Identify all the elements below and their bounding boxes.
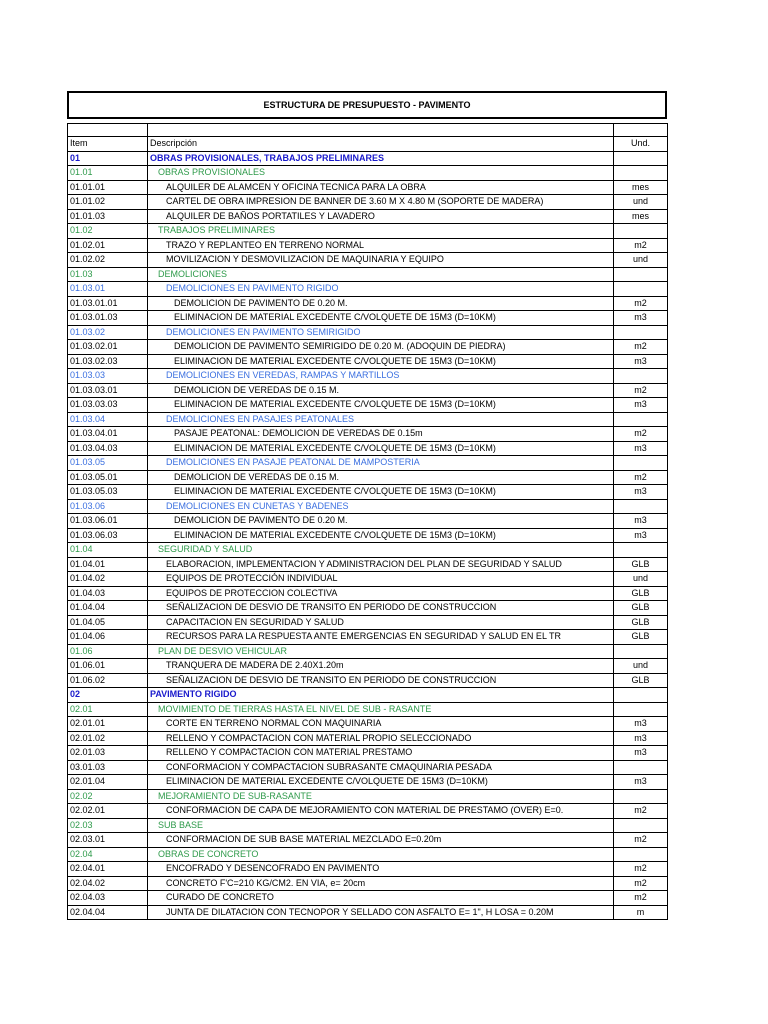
unit-cell xyxy=(614,818,668,833)
sheet-title-box xyxy=(67,91,667,119)
item-cell: 02.01.03 xyxy=(68,746,148,761)
table-row xyxy=(68,673,668,688)
description-cell: DEMOLICION DE VEREDAS DE 0.15 M. xyxy=(148,383,614,398)
item-cell: 01 xyxy=(68,151,148,166)
unit-cell: m3 xyxy=(614,746,668,761)
item-cell: 02.03 xyxy=(68,818,148,833)
blank-cell xyxy=(148,124,614,137)
unit-cell: mes xyxy=(614,180,668,195)
unit-cell xyxy=(614,760,668,775)
item-cell: 01.04.03 xyxy=(68,586,148,601)
unit-cell xyxy=(614,369,668,384)
header-row xyxy=(68,137,668,152)
item-cell: 02.01 xyxy=(68,702,148,717)
item-cell: 01.03.03 xyxy=(68,369,148,384)
description-cell: RELLENO Y COMPACTACION CON MATERIAL PROPIO SELECCIONADO xyxy=(148,731,614,746)
table-row xyxy=(68,369,668,384)
table-row xyxy=(68,253,668,268)
item-cell: 01.02.02 xyxy=(68,253,148,268)
description-cell: DEMOLICIONES EN VEREDAS, RAMPAS Y MARTILLOS xyxy=(148,369,614,384)
description-cell: SEÑALIZACION DE DESVIO DE TRANSITO EN PERIODO DE CONSTRUCCION xyxy=(148,601,614,616)
item-cell: 01.03.02.03 xyxy=(68,354,148,369)
unit-cell: und xyxy=(614,253,668,268)
item-cell: 01.03.06 xyxy=(68,499,148,514)
item-cell: 02.04.01 xyxy=(68,862,148,877)
description-cell: CONFORMACION DE SUB BASE MATERIAL MEZCLADO E=0.20m xyxy=(148,833,614,848)
table-row xyxy=(68,731,668,746)
unit-cell xyxy=(614,267,668,282)
table-row xyxy=(68,528,668,543)
description-cell: ELIMINACION DE MATERIAL EXCEDENTE C/VOLQUETE DE 15M3 (D=10KM) xyxy=(148,354,614,369)
description-cell: CONFORMACION Y COMPACTACION SUBRASANTE CMAQUINARIA PESADA xyxy=(148,760,614,775)
description-cell: ELIMINACION DE MATERIAL EXCEDENTE C/VOLQUETE DE 15M3 (D=10KM) xyxy=(148,311,614,326)
table-row xyxy=(68,325,668,340)
table-row xyxy=(68,499,668,514)
description-cell: TRAZO Y REPLANTEO EN TERRENO NORMAL xyxy=(148,238,614,253)
item-cell: 01.06 xyxy=(68,644,148,659)
unit-cell: m2 xyxy=(614,427,668,442)
unit-cell: m3 xyxy=(614,485,668,500)
table-row xyxy=(68,311,668,326)
item-cell: 01.03.06.03 xyxy=(68,528,148,543)
description-cell: DEMOLICIONES EN PAVIMENTO SEMIRIGIDO xyxy=(148,325,614,340)
unit-cell xyxy=(614,688,668,703)
item-cell: 01.03.05 xyxy=(68,456,148,471)
table-row xyxy=(68,209,668,224)
description-cell: DEMOLICIONES EN PAVIMENTO RIGIDO xyxy=(148,282,614,297)
item-cell: 01.03.04.01 xyxy=(68,427,148,442)
table-row xyxy=(68,282,668,297)
header-description: Descripción xyxy=(148,137,614,152)
table-row xyxy=(68,644,668,659)
unit-cell xyxy=(614,499,668,514)
unit-cell: und xyxy=(614,572,668,587)
item-cell: 02.01.04 xyxy=(68,775,148,790)
table-row xyxy=(68,862,668,877)
item-cell: 01.04.05 xyxy=(68,615,148,630)
description-cell: DEMOLICION DE PAVIMENTO SEMIRIGIDO DE 0.20 M. (ADOQUIN DE PIEDRA) xyxy=(148,340,614,355)
table-row xyxy=(68,789,668,804)
table-row xyxy=(68,818,668,833)
budget-table-body xyxy=(68,124,668,920)
unit-cell: m2 xyxy=(614,470,668,485)
item-cell: 01.01.02 xyxy=(68,195,148,210)
description-cell: TRANQUERA DE MADERA DE 2.40X1.20m xyxy=(148,659,614,674)
unit-cell xyxy=(614,325,668,340)
item-cell: 01.03.01.01 xyxy=(68,296,148,311)
budget-table xyxy=(67,123,668,920)
table-row xyxy=(68,847,668,862)
unit-cell xyxy=(614,282,668,297)
unit-cell: m2 xyxy=(614,891,668,906)
unit-cell xyxy=(614,789,668,804)
table-row xyxy=(68,224,668,239)
item-cell: 01.04.01 xyxy=(68,557,148,572)
unit-cell: m2 xyxy=(614,862,668,877)
table-row xyxy=(68,659,668,674)
table-row xyxy=(68,456,668,471)
item-cell: 02.02.01 xyxy=(68,804,148,819)
description-cell: RECURSOS PARA LA RESPUESTA ANTE EMERGENCIAS EN SEGURIDAD Y SALUD EN EL TR xyxy=(148,630,614,645)
description-cell: ALQUILER DE BAÑOS PORTATILES Y LAVADERO xyxy=(148,209,614,224)
description-cell: ENCOFRADO Y DESENCOFRADO EN PAVIMENTO xyxy=(148,862,614,877)
description-cell: ELABORACION, IMPLEMENTACION Y ADMINISTRACION DEL PLAN DE SEGURIDAD Y SALUD xyxy=(148,557,614,572)
table-row xyxy=(68,891,668,906)
item-cell: 01.03.05.03 xyxy=(68,485,148,500)
unit-cell xyxy=(614,543,668,558)
unit-cell: und xyxy=(614,195,668,210)
item-cell: 01.03.03.01 xyxy=(68,383,148,398)
unit-cell: m3 xyxy=(614,398,668,413)
item-cell: 02.02 xyxy=(68,789,148,804)
blank-row xyxy=(68,124,668,137)
description-cell: OBRAS PROVISIONALES xyxy=(148,166,614,181)
table-row xyxy=(68,441,668,456)
table-row xyxy=(68,296,668,311)
table-row xyxy=(68,543,668,558)
unit-cell xyxy=(614,702,668,717)
unit-cell: GLB xyxy=(614,601,668,616)
item-cell: 01.06.02 xyxy=(68,673,148,688)
item-cell: 02.04.02 xyxy=(68,876,148,891)
item-cell: 01.04.04 xyxy=(68,601,148,616)
description-cell: DEMOLICIONES EN CUNETAS Y BADENES xyxy=(148,499,614,514)
unit-cell xyxy=(614,224,668,239)
table-row xyxy=(68,267,668,282)
table-row xyxy=(68,833,668,848)
table-row xyxy=(68,383,668,398)
unit-cell: m2 xyxy=(614,296,668,311)
unit-cell xyxy=(614,151,668,166)
table-row xyxy=(68,746,668,761)
description-cell: DEMOLICIONES EN PASAJE PEATONAL DE MAMPOSTERIA xyxy=(148,456,614,471)
table-row xyxy=(68,702,668,717)
table-row xyxy=(68,195,668,210)
unit-cell: GLB xyxy=(614,586,668,601)
item-cell: 01.03.04 xyxy=(68,412,148,427)
table-row xyxy=(68,340,668,355)
unit-cell xyxy=(614,456,668,471)
item-cell: 01.03.04.03 xyxy=(68,441,148,456)
description-cell: EQUIPOS DE PROTECCIÓN INDIVIDUAL xyxy=(148,572,614,587)
table-row xyxy=(68,427,668,442)
description-cell: SUB BASE xyxy=(148,818,614,833)
table-row xyxy=(68,804,668,819)
unit-cell: m xyxy=(614,905,668,920)
budget-sheet xyxy=(67,91,667,920)
unit-cell: m2 xyxy=(614,804,668,819)
description-cell: EQUIPOS DE PROTECCION COLECTIVA xyxy=(148,586,614,601)
table-row xyxy=(68,905,668,920)
unit-cell: m3 xyxy=(614,717,668,732)
unit-cell: m3 xyxy=(614,311,668,326)
unit-cell: m3 xyxy=(614,354,668,369)
table-row xyxy=(68,398,668,413)
unit-cell: m2 xyxy=(614,876,668,891)
item-cell: 02 xyxy=(68,688,148,703)
description-cell: JUNTA DE DILATACION CON TECNOPOR Y SELLADO CON ASFALTO E= 1", H LOSA = 0.20M xyxy=(148,905,614,920)
unit-cell: m2 xyxy=(614,833,668,848)
description-cell: PLAN DE DESVIO VEHICULAR xyxy=(148,644,614,659)
table-row xyxy=(68,238,668,253)
table-row xyxy=(68,630,668,645)
description-cell: MOVILIZACION Y DESMOVILIZACION DE MAQUINARIA Y EQUIPO xyxy=(148,253,614,268)
item-cell: 02.01.01 xyxy=(68,717,148,732)
description-cell: OBRAS PROVISIONALES, TRABAJOS PRELIMINARES xyxy=(148,151,614,166)
description-cell: PASAJE PEATONAL: DEMOLICION DE VEREDAS DE 0.15m xyxy=(148,427,614,442)
table-row xyxy=(68,717,668,732)
item-cell: 01.03.02 xyxy=(68,325,148,340)
description-cell: TRABAJOS PRELIMINARES xyxy=(148,224,614,239)
description-cell: DEMOLICION DE PAVIMENTO DE 0.20 M. xyxy=(148,514,614,529)
item-cell: 01.02.01 xyxy=(68,238,148,253)
description-cell: DEMOLICIONES EN PASAJES PEATONALES xyxy=(148,412,614,427)
description-cell: ELIMINACION DE MATERIAL EXCEDENTE C/VOLQUETE DE 15M3 (D=10KM) xyxy=(148,398,614,413)
description-cell: CURADO DE CONCRETO xyxy=(148,891,614,906)
unit-cell: mes xyxy=(614,209,668,224)
item-cell: 02.04.03 xyxy=(68,891,148,906)
description-cell: DEMOLICION DE VEREDAS DE 0.15 M. xyxy=(148,470,614,485)
unit-cell: m3 xyxy=(614,775,668,790)
table-row xyxy=(68,151,668,166)
description-cell: ELIMINACION DE MATERIAL EXCEDENTE C/VOLQUETE DE 15M3 (D=10KM) xyxy=(148,485,614,500)
item-cell: 01.03 xyxy=(68,267,148,282)
table-row xyxy=(68,572,668,587)
description-cell: MEJORAMIENTO DE SUB-RASANTE xyxy=(148,789,614,804)
unit-cell: m3 xyxy=(614,441,668,456)
table-row xyxy=(68,615,668,630)
description-cell: ELIMINACION DE MATERIAL EXCEDENTE C/VOLQUETE DE 15M3 (D=10KM) xyxy=(148,775,614,790)
header-unit: Und. xyxy=(614,137,668,152)
description-cell: PAVIMENTO RIGIDO xyxy=(148,688,614,703)
unit-cell: und xyxy=(614,659,668,674)
unit-cell: GLB xyxy=(614,557,668,572)
description-cell: CORTE EN TERRENO NORMAL CON MAQUINARIA xyxy=(148,717,614,732)
table-row xyxy=(68,601,668,616)
table-row xyxy=(68,586,668,601)
description-cell: ELIMINACION DE MATERIAL EXCEDENTE C/VOLQUETE DE 15M3 (D=10KM) xyxy=(148,441,614,456)
item-cell: 02.03.01 xyxy=(68,833,148,848)
item-cell: 01.03.01 xyxy=(68,282,148,297)
item-cell: 02.01.02 xyxy=(68,731,148,746)
table-row xyxy=(68,412,668,427)
unit-cell xyxy=(614,412,668,427)
table-row xyxy=(68,514,668,529)
item-cell: 01.03.06.01 xyxy=(68,514,148,529)
description-cell: CARTEL DE OBRA IMPRESION DE BANNER DE 3.60 M X 4.80 M (SOPORTE DE MADERA) xyxy=(148,195,614,210)
item-cell: 01.01 xyxy=(68,166,148,181)
description-cell: ELIMINACION DE MATERIAL EXCEDENTE C/VOLQUETE DE 15M3 (D=10KM) xyxy=(148,528,614,543)
description-cell: ALQUILER DE ALAMCEN Y OFICINA TECNICA PARA LA OBRA xyxy=(148,180,614,195)
item-cell: 03.01.03 xyxy=(68,760,148,775)
table-row xyxy=(68,688,668,703)
item-cell: 01.03.02.01 xyxy=(68,340,148,355)
unit-cell xyxy=(614,166,668,181)
unit-cell xyxy=(614,644,668,659)
item-cell: 01.04 xyxy=(68,543,148,558)
table-row xyxy=(68,876,668,891)
unit-cell: m3 xyxy=(614,514,668,529)
description-cell: DEMOLICIONES xyxy=(148,267,614,282)
item-cell: 01.06.01 xyxy=(68,659,148,674)
description-cell: CAPACITACION EN SEGURIDAD Y SALUD xyxy=(148,615,614,630)
item-cell: 01.01.01 xyxy=(68,180,148,195)
description-cell: CONCRETO F'C=210 KG/CM2. EN VIA, e= 20cm xyxy=(148,876,614,891)
unit-cell: m3 xyxy=(614,731,668,746)
unit-cell: m3 xyxy=(614,528,668,543)
sheet-title: ESTRUCTURA DE PRESUPUESTO - PAVIMENTO xyxy=(263,100,471,110)
unit-cell xyxy=(614,847,668,862)
description-cell: DEMOLICION DE PAVIMENTO DE 0.20 M. xyxy=(148,296,614,311)
unit-cell: GLB xyxy=(614,630,668,645)
table-row xyxy=(68,775,668,790)
blank-cell xyxy=(68,124,148,137)
table-row xyxy=(68,485,668,500)
unit-cell: GLB xyxy=(614,673,668,688)
item-cell: 01.04.02 xyxy=(68,572,148,587)
table-row xyxy=(68,470,668,485)
unit-cell: m2 xyxy=(614,340,668,355)
table-row xyxy=(68,180,668,195)
table-row xyxy=(68,760,668,775)
item-cell: 01.01.03 xyxy=(68,209,148,224)
unit-cell: m2 xyxy=(614,383,668,398)
item-cell: 01.03.05.01 xyxy=(68,470,148,485)
unit-cell: GLB xyxy=(614,615,668,630)
table-row xyxy=(68,557,668,572)
description-cell: MOVIMIENTO DE TIERRAS HASTA EL NIVEL DE SUB - RASANTE xyxy=(148,702,614,717)
description-cell: RELLENO Y COMPACTACION CON MATERIAL PRESTAMO xyxy=(148,746,614,761)
blank-cell xyxy=(614,124,668,137)
table-row xyxy=(68,354,668,369)
item-cell: 02.04 xyxy=(68,847,148,862)
unit-cell: m2 xyxy=(614,238,668,253)
item-cell: 01.03.03.03 xyxy=(68,398,148,413)
item-cell: 01.03.01.03 xyxy=(68,311,148,326)
item-cell: 01.02 xyxy=(68,224,148,239)
table-row xyxy=(68,166,668,181)
item-cell: 01.04.06 xyxy=(68,630,148,645)
description-cell: CONFORMACION DE CAPA DE MEJORAMIENTO CON MATERIAL DE PRESTAMO (OVER) E=0. xyxy=(148,804,614,819)
item-cell: 02.04.04 xyxy=(68,905,148,920)
description-cell: SEGURIDAD Y SALUD xyxy=(148,543,614,558)
description-cell: SEÑALIZACION DE DESVIO DE TRANSITO EN PERIODO DE CONSTRUCCION xyxy=(148,673,614,688)
header-item: Item xyxy=(68,137,148,152)
description-cell: OBRAS DE CONCRETO xyxy=(148,847,614,862)
